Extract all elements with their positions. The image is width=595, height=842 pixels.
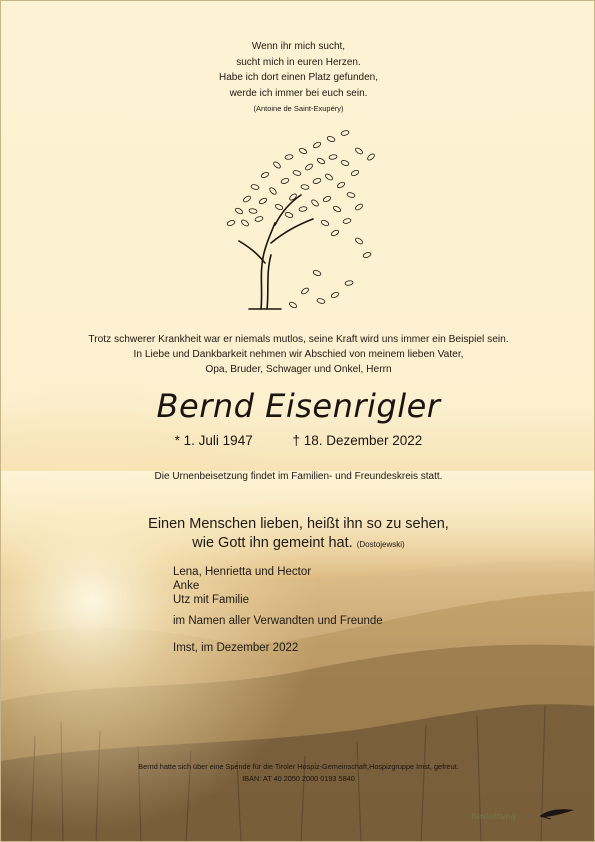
second-quote-source: (Dostojewski) — [356, 539, 405, 549]
mourner: Lena, Henrietta und Hector — [173, 566, 312, 578]
mourners-list — [173, 565, 383, 628]
intro-text — [1, 332, 595, 377]
watermark-logo: Bestattung — [471, 812, 516, 821]
quote-source: (Antoine de Saint-Exupéry) — [253, 104, 344, 113]
urn-notice: Die Urnenbeisetzung findet im Familien- und Freundeskreis statt. — [154, 471, 443, 482]
quote-line: Wenn ihr mich sucht, — [251, 41, 346, 52]
quote-line: Habe ich dort einen Platz gefunden, — [219, 72, 378, 83]
intro-line: Opa, Bruder, Schwager und Onkel, Herrn — [205, 364, 392, 375]
second-quote-line: wie Gott ihn gemeint hat. — [192, 534, 353, 551]
second-quote — [1, 515, 595, 554]
mourner: Utz mit Familie — [173, 594, 250, 606]
donation-text: Bernd hatte sich über eine Spende für die Tiroler Hospiz-Gemeinschaft,Hospizgruppe Imst, gefreut. — [138, 762, 459, 771]
place-date: Imst, im Dezember 2022 — [173, 642, 299, 654]
quote-line: sucht mich in euren Herzen. — [236, 56, 361, 68]
birth-date: * 1. Juli 1947 — [174, 433, 253, 448]
mourner: Anke — [173, 580, 200, 592]
donation-note — [1, 761, 595, 785]
feather-icon — [539, 807, 575, 821]
life-dates — [1, 433, 595, 448]
deceased-name: Bernd Eisenrigler — [156, 387, 441, 425]
death-date: † 18. Dezember 2022 — [292, 433, 423, 448]
tree-icon — [209, 123, 389, 315]
intro-line: Trotz schwerer Krankheit war er niemals mutlos, seine Kraft wird uns immer ein Beispiel sein. — [88, 334, 509, 345]
intro-line: In Liebe und Dankbarkeit nehmen wir Abschied von meinem lieben Vater, — [133, 349, 464, 360]
donation-iban: IBAN: AT 40 2050 2000 0193 5840 — [242, 774, 355, 783]
epitaph-quote — [1, 39, 595, 117]
second-quote-line: Einen Menschen lieben, heißt ihn so zu sehen, — [148, 516, 449, 532]
mourner: im Namen aller Verwandten und Freunde — [173, 615, 383, 627]
quote-line: werde ich immer bei euch sein. — [229, 87, 368, 99]
